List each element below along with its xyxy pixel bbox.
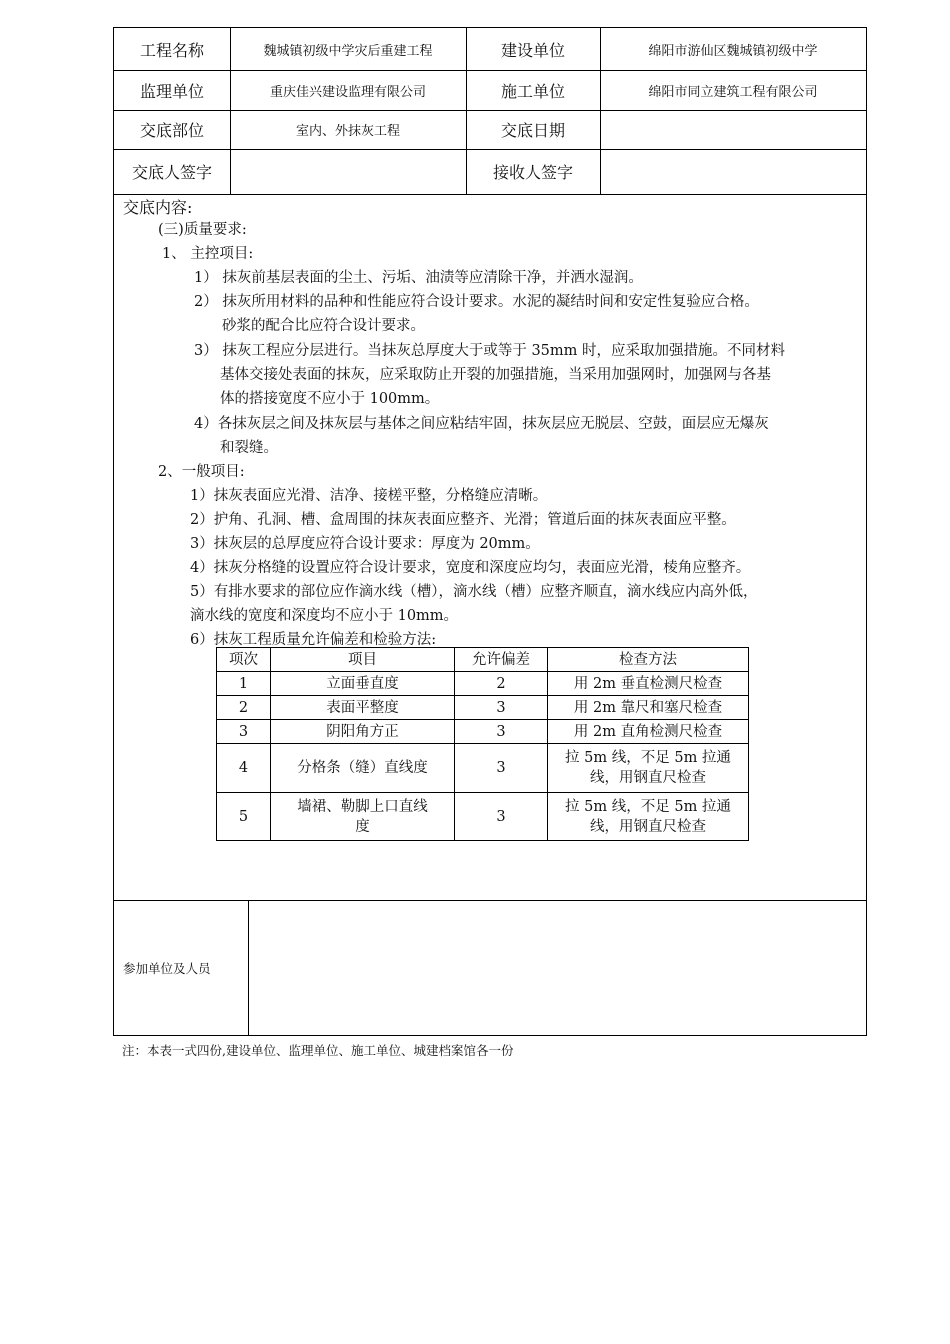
presenter-sign-label: 交底人签字 — [131, 163, 212, 182]
date-label: 交底日期 — [500, 121, 565, 140]
project-name-value: 魏城镇初级中学灾后重建工程 — [263, 43, 433, 59]
header-row-2 — [114, 70, 866, 111]
row-method — [548, 793, 749, 841]
main-item-3-cont-2: 体的搭接宽度不应小于 100mm。 — [220, 391, 440, 407]
date-value[interactable] — [600, 110, 866, 149]
content-title: 交底内容: — [123, 198, 193, 217]
contractor-label: 施工单位 — [500, 81, 565, 101]
row-deviation: 3 — [455, 744, 548, 793]
participants-label: 参加单位及人员 — [123, 960, 211, 976]
row-no: 3 — [217, 720, 271, 744]
table-row — [217, 744, 749, 793]
col-item-header: 项目 — [271, 648, 455, 672]
row-method: 用 2m 垂直检测尺检查 — [548, 672, 749, 696]
header-row-4 — [114, 149, 866, 195]
row-item — [271, 793, 455, 841]
table-row — [217, 793, 749, 841]
supervisor-value: 重庆佳兴建设监理有限公司 — [269, 84, 426, 100]
table-row — [217, 672, 749, 696]
receiver-sign-label: 接收人签字 — [492, 163, 573, 182]
main-item-3-cont-1: 基体交接处表面的抹灰，应采取防止开裂的加强措施，当采用加强网时，加强网与各基 — [220, 367, 771, 383]
row-method-line-1: 拉 5m 线，不足 5m 拉通 — [565, 750, 731, 766]
row-method: 用 2m 靠尺和塞尺检查 — [548, 696, 749, 720]
row-item: 分格条（缝）直线度 — [271, 744, 455, 793]
row-method-line-2: 线，用钢直尺检查 — [590, 818, 706, 835]
project-name-label: 工程名称 — [139, 40, 204, 60]
main-item-3: 3） 抹灰工程应分层进行。当抹灰总厚度大于或等于 35mm 时，应采取加强措施。不同材料 — [194, 343, 785, 359]
row-no: 1 — [217, 672, 271, 696]
general-item-2: 2）护角、孔洞、槽、盒周围的抹灰表面应整齐、光滑；管道后面的抹灰表面应平整。 — [190, 512, 736, 528]
supervisor-label: 监理单位 — [139, 81, 204, 101]
location-label: 交底部位 — [139, 121, 204, 140]
main-item-4: 4）各抹灰层之间及抹灰层与基体之间应粘结牢固，抹灰层应无脱层、空鼓，面层应无爆灰 — [194, 416, 769, 432]
builder-value: 绵阳市游仙区魏城镇初级中学 — [648, 43, 818, 59]
row-method-line-2: 线，用钢直尺检查 — [590, 770, 706, 786]
row-item-line-2: 度 — [355, 818, 370, 835]
row-no: 2 — [217, 696, 271, 720]
table-header-row — [217, 648, 749, 672]
main-items-heading: 1、 主控项目: — [162, 246, 254, 262]
row-deviation: 3 — [455, 793, 548, 841]
table-row — [217, 720, 749, 744]
main-item-2-cont: 砂浆的配合比应符合设计要求。 — [222, 318, 425, 334]
participants-value[interactable] — [248, 900, 866, 1035]
row-no: 4 — [217, 744, 271, 793]
main-item-4-cont: 和裂缝。 — [220, 440, 278, 456]
general-item-5-cont: 滴水线的宽度和深度均不应小于 10mm。 — [190, 608, 459, 624]
main-item-2: 2） 抹灰所用材料的品种和性能应符合设计要求。水泥的凝结时间和安定性复验应合格。 — [194, 294, 759, 310]
row-no: 5 — [217, 793, 271, 841]
main-item-1: 1） 抹灰前基层表面的尘土、污垢、油渍等应清除干净，并洒水湿润。 — [194, 270, 643, 286]
row-item: 立面垂直度 — [271, 672, 455, 696]
col-method-header: 检查方法 — [548, 648, 749, 672]
location-value: 室内、外抹灰工程 — [295, 124, 400, 139]
receiver-sign-value[interactable] — [600, 149, 866, 194]
row-item-line-1: 墙裙、勒脚上口直线 — [297, 798, 428, 815]
presenter-sign-value[interactable] — [230, 149, 466, 194]
footnote: 注：本表一式四份,建设单位、监理单位、施工单位、城建档案馆各一份 — [122, 1043, 514, 1058]
col-deviation-header: 允许偏差 — [455, 648, 548, 672]
form-frame — [113, 27, 867, 1036]
header-row-1 — [114, 28, 866, 71]
row-method-line-1: 拉 5m 线，不足 5m 拉通 — [565, 798, 731, 815]
tolerance-table — [216, 647, 749, 841]
section-heading: (三)质量要求: — [158, 222, 247, 238]
row-method — [548, 744, 749, 793]
row-method: 用 2m 直角检测尺检查 — [548, 720, 749, 744]
general-item-6: 6）抹灰工程质量允许偏差和检验方法: — [190, 632, 437, 648]
general-item-3: 3）抹灰层的总厚度应符合设计要求：厚度为 20mm。 — [190, 536, 540, 552]
row-deviation: 3 — [455, 696, 548, 720]
contractor-value: 绵阳市同立建筑工程有限公司 — [648, 84, 818, 100]
row-item: 阴阳角方正 — [271, 720, 455, 744]
general-items-heading: 2、一般项目: — [158, 464, 245, 480]
general-item-1: 1）抹灰表面应光滑、洁净、接槎平整，分格缝应清晰。 — [190, 488, 548, 504]
col-no-header: 项次 — [217, 648, 271, 672]
builder-label: 建设单位 — [500, 40, 565, 60]
row-item: 表面平整度 — [271, 696, 455, 720]
table-row — [217, 696, 749, 720]
row-deviation: 2 — [455, 672, 548, 696]
header-row-3 — [114, 110, 866, 150]
general-item-4: 4）抹灰分格缝的设置应符合设计要求，宽度和深度应均匀，表面应光滑，棱角应整齐。 — [190, 560, 751, 576]
general-item-5: 5）有排水要求的部位应作滴水线（槽），滴水线（槽）应整齐顺直，滴水线应内高外低， — [190, 584, 758, 600]
participants-row — [114, 900, 866, 1035]
row-deviation: 3 — [455, 720, 548, 744]
